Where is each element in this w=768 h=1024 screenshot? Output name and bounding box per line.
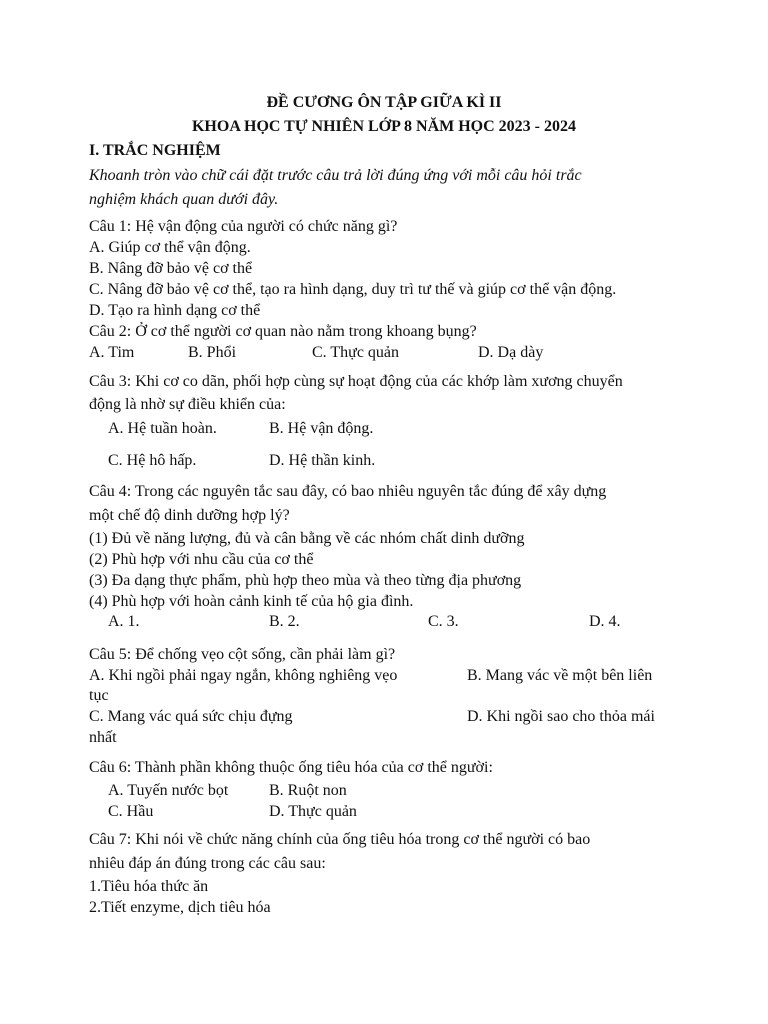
q4-option-d: D. 4.: [589, 613, 621, 630]
q5-option-d-line-2: nhất: [89, 729, 117, 746]
q2-option-a: A. Tim: [89, 344, 135, 361]
q6-option-a: A. Tuyến nước bọt: [108, 782, 229, 799]
q3-option-c: C. Hệ hô hấp.: [108, 452, 197, 469]
q2-option-d: D. Dạ dày: [478, 344, 544, 361]
q5-option-b-line-2: tục: [89, 687, 109, 704]
q1-option-d: D. Tạo ra hình dạng cơ thể: [89, 302, 261, 319]
q7-statement-1: 1.Tiêu hóa thức ăn: [89, 878, 209, 895]
q7-statement-2: 2.Tiết enzyme, dịch tiêu hóa: [89, 899, 271, 916]
q4-statement-3: (3) Đa dạng thực phẩm, phù hợp theo mùa và theo từng địa phương: [89, 572, 522, 589]
question-6: Câu 6: Thành phần không thuộc ống tiêu hóa của cơ thể người:: [89, 759, 493, 776]
q4-statement-4: (4) Phù hợp với hoàn cảnh kinh tế của hộ gia đình.: [89, 593, 414, 610]
q4-option-a: A. 1.: [108, 613, 140, 630]
section-heading: I. TRẮC NGHIỆM: [89, 142, 221, 159]
q3-option-b: B. Hệ vận động.: [269, 420, 374, 437]
instruction-line-2: nghiệm khách quan dưới đây.: [89, 191, 279, 208]
question-7-line-1: Câu 7: Khi nói về chức năng chính của ống tiêu hóa trong cơ thể người có bao: [89, 831, 591, 848]
q5-option-d-line-1: D. Khi ngồi sao cho thỏa mái: [467, 708, 655, 725]
q1-option-c: C. Nâng đỡ bảo vệ cơ thể, tạo ra hình dạng, duy trì tư thế và giúp cơ thể vận động.: [89, 281, 617, 298]
q2-option-b: B. Phổi: [188, 344, 237, 361]
question-4-line-1: Câu 4: Trong các nguyên tắc sau đây, có bao nhiêu nguyên tắc đúng để xây dựng: [89, 483, 607, 500]
q5-option-c: C. Mang vác quá sức chịu đựng: [89, 708, 293, 725]
q3-option-a: A. Hệ tuần hoàn.: [108, 420, 217, 437]
q4-statement-2: (2) Phù hợp với nhu cầu của cơ thể: [89, 551, 314, 568]
q1-option-b: B. Nâng đỡ bảo vệ cơ thể: [89, 260, 253, 277]
q6-option-c: C. Hầu: [108, 803, 154, 820]
q3-option-d: D. Hệ thần kinh.: [269, 452, 376, 469]
question-4-line-2: một chế độ dinh dưỡng hợp lý?: [89, 507, 290, 524]
question-7-line-2: nhiêu đáp án đúng trong các câu sau:: [89, 855, 326, 872]
question-1: Câu 1: Hệ vận động của người có chức năng gì?: [89, 218, 398, 235]
question-2: Câu 2: Ở cơ thể người cơ quan nào nằm trong khoang bụng?: [89, 323, 477, 340]
question-5: Câu 5: Để chống vẹo cột sống, cần phải làm gì?: [89, 646, 396, 663]
question-3-line-2: động là nhờ sự điều khiển của:: [89, 396, 286, 413]
title-line-1: ĐỀ CƯƠNG ÔN TẬP GIỮA KÌ II: [266, 94, 502, 111]
title-line-2: KHOA HỌC TỰ NHIÊN LỚP 8 NĂM HỌC 2023 - 2024: [191, 118, 576, 135]
q1-option-a: A. Giúp cơ thể vận động.: [89, 239, 251, 256]
question-3-line-1: Câu 3: Khi cơ co dãn, phối hợp cùng sự hoạt động của các khớp làm xương chuyển: [89, 373, 623, 390]
q4-statement-1: (1) Đủ về năng lượng, đủ và cân bằng về các nhóm chất dinh dưỡng: [89, 530, 525, 547]
q4-option-b: B. 2.: [269, 613, 300, 630]
q2-option-c: C. Thực quản: [312, 344, 400, 361]
q6-option-d: D. Thực quản: [269, 803, 357, 820]
q5-option-a: A. Khi ngồi phải ngay ngắn, không nghiêng vẹo: [89, 667, 398, 684]
q4-option-c: C. 3.: [428, 613, 459, 630]
q5-option-b-line-1: B. Mang vác về một bên liên: [467, 667, 653, 684]
instruction-line-1: Khoanh tròn vào chữ cái đặt trước câu trả lời đúng ứng với mỗi câu hỏi trắc: [89, 167, 582, 184]
q6-option-b: B. Ruột non: [269, 782, 347, 799]
